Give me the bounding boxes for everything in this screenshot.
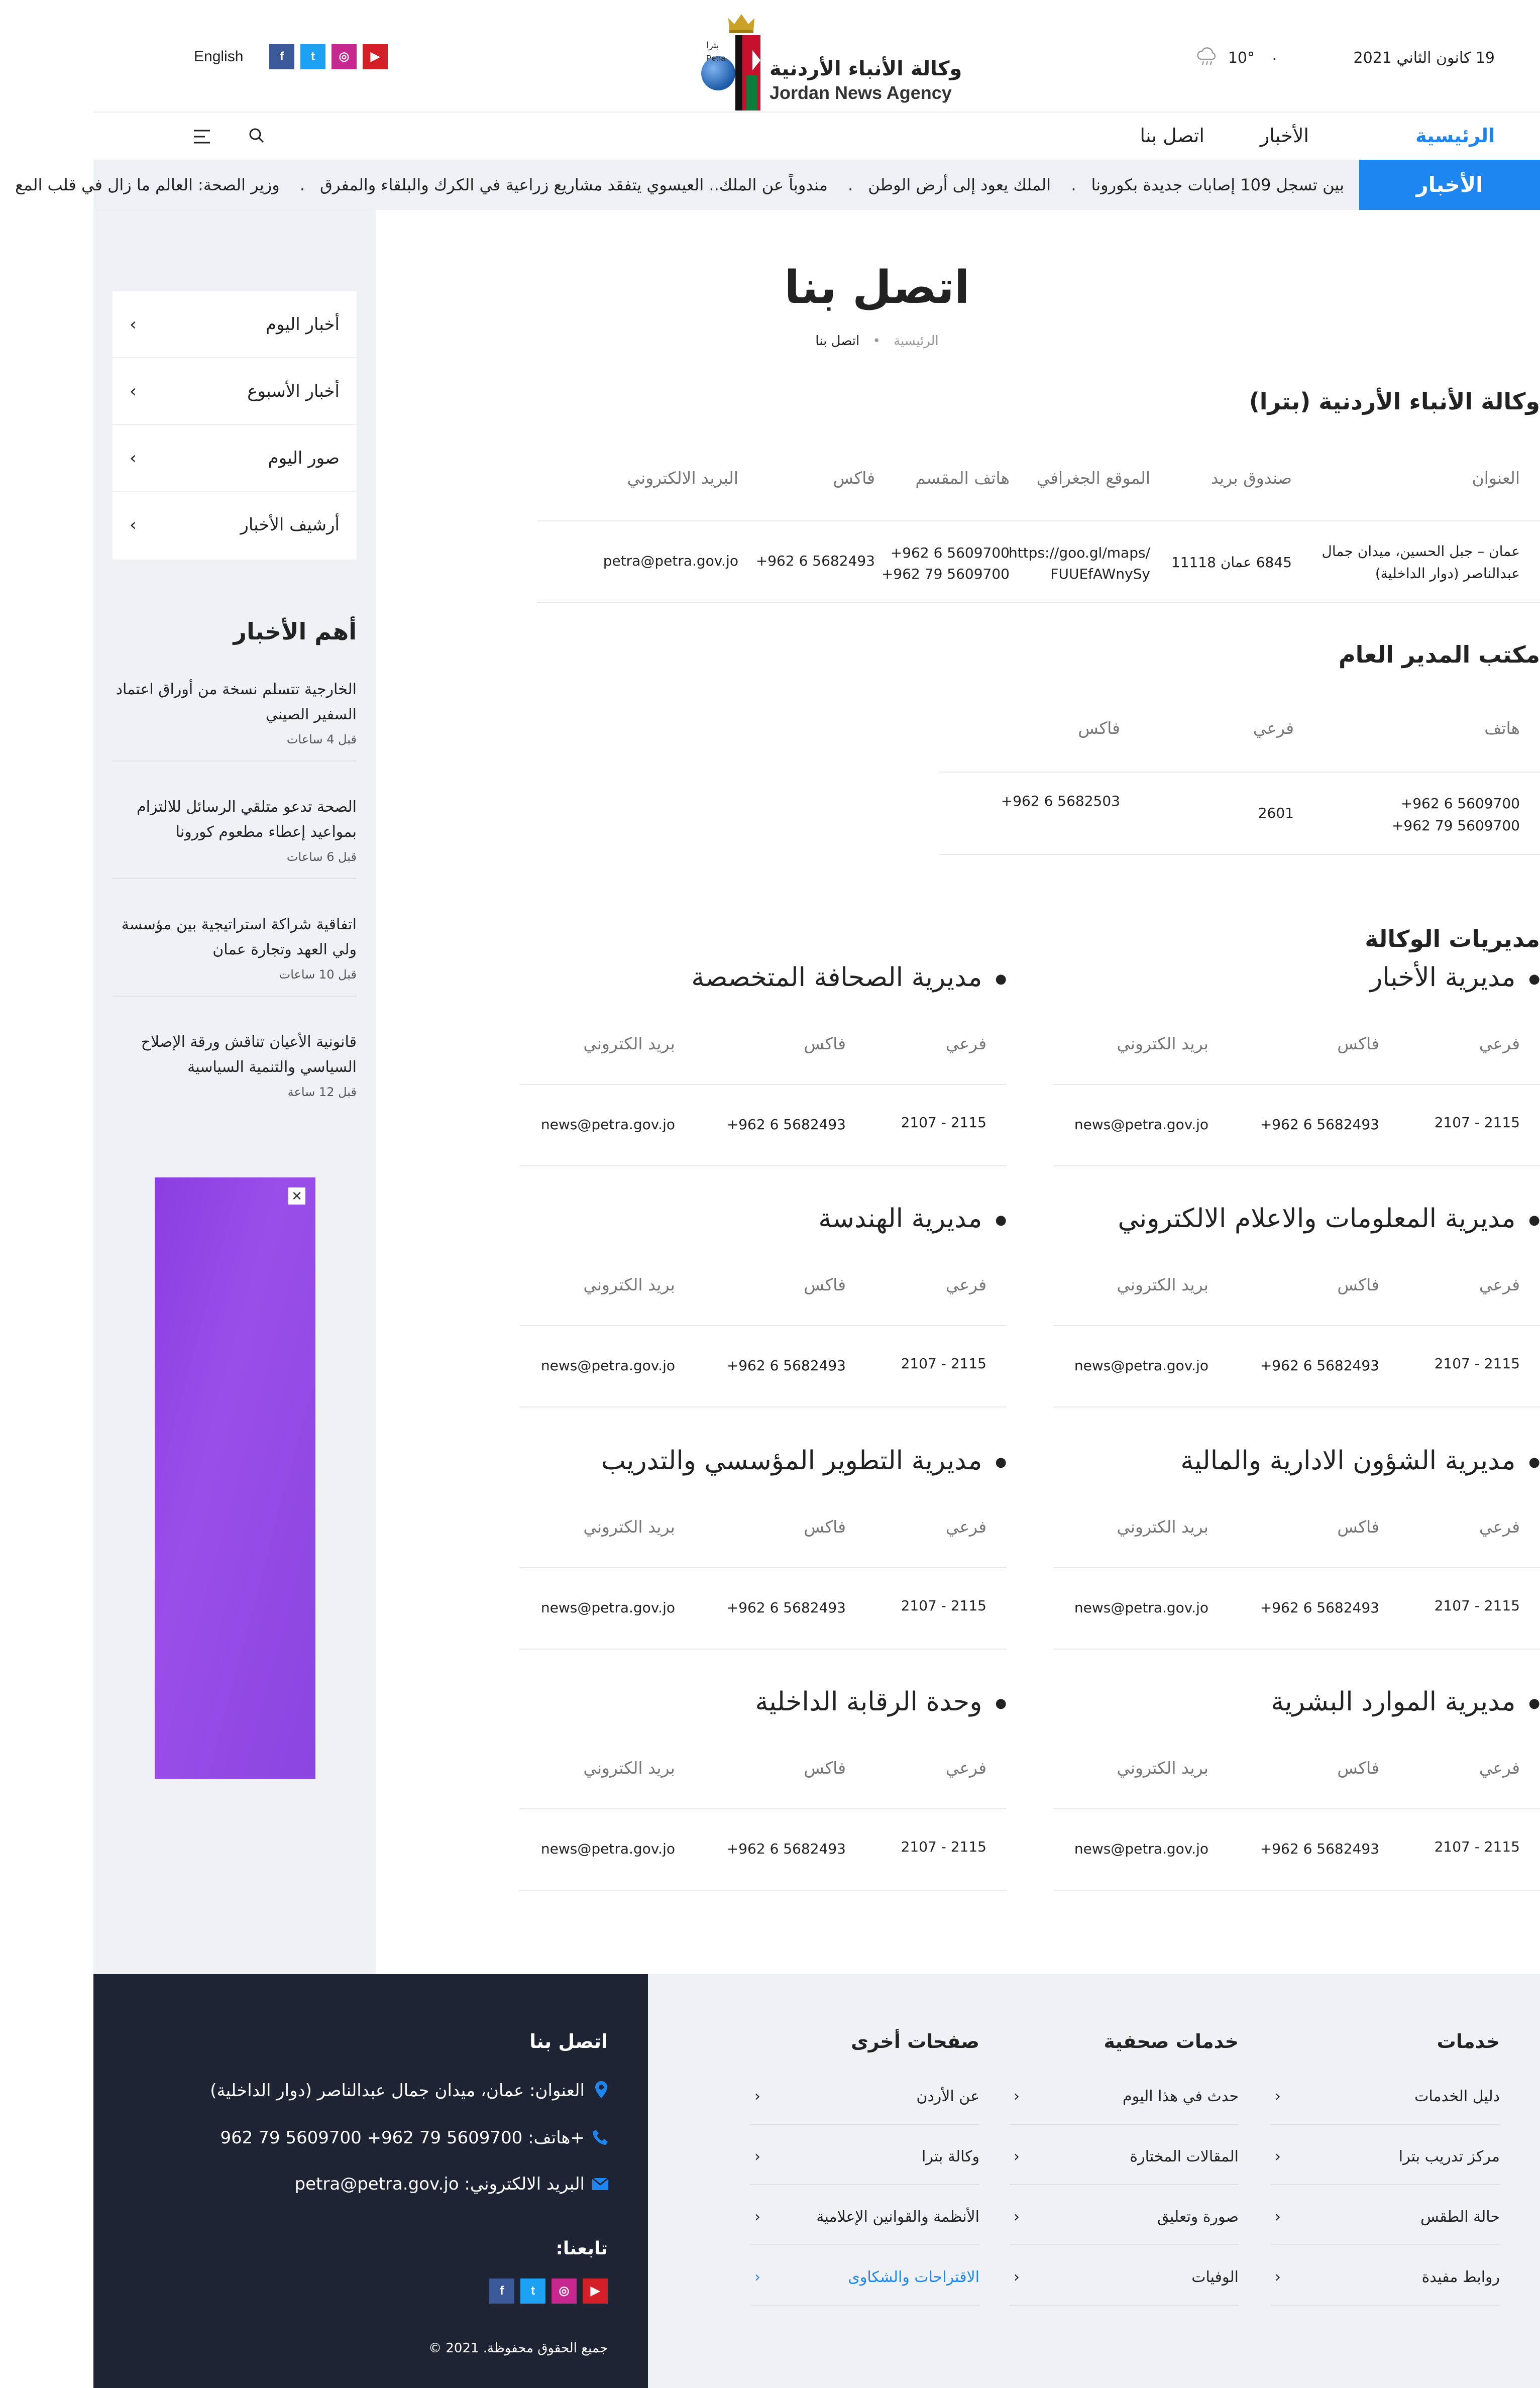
fax-cell: +962 6 5682493 [726,1599,846,1616]
col-header: فاكس [833,468,875,488]
category-photos[interactable] [113,425,357,492]
top-news-headline[interactable]: الخارجية تتسلم نسخة من أوراق اعتماد السفير الصيني [116,681,357,723]
follow-title: تابعنا: [556,2238,608,2259]
email-cell[interactable]: petra@petra.gov.jo [603,553,738,569]
directorate-label: مديرية الصحافة المتخصصة [691,962,982,993]
footer-link[interactable]: عن الأردن [916,2088,979,2105]
breadcrumb [376,334,1378,349]
footer-column-title: صفحات أخرى [850,2030,979,2052]
directorate-name [755,1687,1007,1717]
col-header: فاكس [1337,1034,1379,1053]
fax-cell: +962 6 5682493 [726,1116,846,1133]
twitter-icon[interactable]: t [300,44,325,69]
email-cell[interactable]: news@petra.gov.jo [540,1357,675,1374]
col-header: فاكس [804,1034,846,1053]
category-label: أخبار الأسبوع [247,381,340,401]
col-header: فرعي [1479,1758,1520,1778]
chevron-left-icon: ‹ [1014,2208,1020,2226]
phone-icon [592,2129,609,2150]
advertisement-banner[interactable] [155,1177,315,1779]
divider [537,602,1540,603]
director-title: مكتب المدير العام [1338,641,1540,668]
nav-home[interactable]: الرئيسية [1415,125,1495,147]
top-news-time: قبل 6 ساعات [286,850,357,864]
chevron-left-icon: ‹ [1275,2148,1281,2165]
top-news-headline[interactable]: قانونية الأعيان تناقش ورقة الإصلاح السياسي والتنمية السياسية [141,1033,357,1076]
ticker-item[interactable]: بين تسجل 109 إصابات جديدة بكورونا [1091,175,1344,194]
col-header: صندوق بريد [1211,468,1292,488]
divider [1271,2184,1500,2185]
map-link[interactable] [1009,542,1150,585]
ticker-items: بين تسجل 109 إصابات جديدة بكورونا. الملك يعود إلى أرض الوطن. مندوباً عن الملك.. العيسوي يتفقد مشاريع زراعية في الكرك والبلقاء والمفرق. وزير الصحة: العالم ما زال في قلب المع [15,175,1344,194]
top-news-time: قبل 12 ساعة [287,1085,357,1099]
footer-link[interactable]: المقالات المختارة [1130,2148,1239,2165]
divider [750,2184,979,2185]
footer-link[interactable]: صورة وتعليق [1157,2208,1239,2226]
phone-line: +962 79 5609700 [881,566,1010,582]
divider [1053,1890,1540,1891]
ticker-label: الأخبار [1359,160,1540,210]
address-line: عبدالناصر (دوار الداخلية) [1375,565,1520,582]
col-header: فرعي [945,1758,986,1778]
instagram-icon[interactable]: ◎ [332,44,357,69]
footer-link[interactable]: وكالة بترا [922,2148,979,2165]
divider [1010,2305,1239,2306]
page-title: اتصل بنا [784,261,970,314]
ext-cell: 2107 - 2115 [901,1597,986,1614]
category-label: أرشيف الأخبار [240,515,340,535]
col-header: فاكس [1078,718,1120,738]
email-cell[interactable]: news@petra.gov.jo [540,1599,675,1616]
bullet: ● [1528,1455,1540,1470]
divider [519,1165,1007,1166]
divider [939,772,1540,773]
ext-cell: 2107 - 2115 [1434,1597,1520,1614]
category-list [113,291,357,560]
category-archive[interactable] [113,492,357,559]
divider [113,996,357,997]
director-ext: 2601 [1258,805,1294,821]
col-header: فاكس [804,1275,846,1294]
category-label: صور اليوم [268,448,340,468]
separator-dot: . [1272,46,1277,64]
chevron-left-icon: › [130,448,137,468]
directorate-label: مديرية الهندسة [818,1204,982,1234]
phone-line: +962 6 5609700 [1400,795,1520,812]
footer-column-title: خدمات [1437,2030,1500,2052]
top-news-headline[interactable]: اتفاقية شراكة استراتيجية بين مؤسسة ولي العهد وتجارة عمان [121,916,357,958]
fax-cell: +962 6 5682493 [1260,1840,1379,1857]
search-icon[interactable] [247,126,267,148]
footer-link[interactable]: روابط مفيدة [1421,2268,1500,2286]
directorate-label: وحدة الرقابة الداخلية [755,1687,982,1717]
col-header: فاكس [804,1758,846,1778]
news-ticker [15,160,1540,210]
divider [1053,1808,1540,1809]
youtube-icon[interactable]: ▶ [363,44,388,69]
col-header: هاتف المقسم [915,468,1010,488]
chevron-left-icon: › [130,515,137,535]
nav-contact[interactable]: اتصل بنا [1140,125,1204,147]
col-header: فرعي [1479,1517,1520,1537]
footer-phone: هاتف: 5609700 79 962+ 5609700 79 962+ [220,2128,585,2148]
bullet: ● [995,1213,1007,1228]
chevron-left-icon: ‹ [1275,2268,1281,2286]
divider [519,1325,1007,1326]
chevron-left-icon: ‹ [1014,2268,1020,2286]
temperature: 10° [1228,49,1255,67]
divider [537,520,1540,521]
divider [113,878,357,879]
ticker-item[interactable]: مندوباً عن الملك.. العيسوي يتفقد مشاريع زراعية في الكرك والبلقاء والمفرق [319,175,828,194]
divider [1053,1649,1540,1650]
chevron-left-icon: ‹ [754,2268,760,2286]
address-line: عمان – جبل الحسين، ميدان جمال [1322,543,1520,560]
youtube-icon[interactable]: ▶ [583,2278,608,2304]
footer-link[interactable]: الوفيات [1191,2268,1239,2286]
directorate-name [1271,1687,1540,1717]
email-cell[interactable]: news@petra.gov.jo [1074,1599,1208,1616]
logo-title-en: Jordan News Agency [769,82,952,103]
language-switch[interactable]: English [194,48,244,65]
chevron-left-icon: ‹ [1275,2208,1281,2226]
col-header: فاكس [1337,1275,1379,1294]
email-cell[interactable]: news@petra.gov.jo [1074,1840,1208,1857]
header-date: 19 كانون الثاني 2021 [1353,49,1495,67]
chevron-left-icon: ‹ [1014,2088,1020,2105]
director-fax: +962 6 5682503 [1001,793,1120,809]
top-news-item[interactable] [113,677,357,746]
email-cell[interactable]: news@petra.gov.jo [1074,1116,1208,1133]
category-week[interactable] [113,358,357,425]
directorates-title: مديريات الوكالة [1365,925,1540,952]
divider [1010,2244,1239,2245]
footer-link[interactable]: حالة الطقس [1420,2208,1500,2226]
directorate-name [1180,1446,1540,1476]
directorate-label: مديرية التطوير المؤسسي والتدريب [601,1446,982,1476]
footer-link[interactable]: مركز تدريب بترا [1398,2148,1500,2165]
divider [519,1406,1007,1407]
top-news-item[interactable] [113,1030,357,1099]
directorate-name [1118,1204,1540,1234]
close-icon[interactable]: ✕ [288,1187,305,1205]
bullet: ● [995,1455,1007,1470]
col-header: فاكس [804,1517,846,1537]
mail-icon [592,2177,609,2195]
facebook-icon[interactable]: f [489,2278,514,2304]
fax-cell: +962 6 5682493 [755,553,875,569]
col-header: فاكس [1337,1758,1379,1778]
fax-cell: +962 6 5682493 [1260,1357,1379,1374]
director-phone [1392,793,1520,837]
chevron-left-icon: › [130,381,137,401]
main-content [376,210,1540,1974]
footer-link[interactable]: حدث في هذا اليوم [1123,2088,1239,2105]
divider [519,1084,1007,1085]
divider [519,1890,1007,1891]
facebook-icon[interactable]: f [269,44,294,69]
divider [750,2305,979,2306]
ext-cell: 2107 - 2115 [1434,1838,1520,1855]
logo-title-ar: وكالة الأنباء الأردنية [769,57,962,80]
email-cell[interactable]: news@petra.gov.jo [540,1840,675,1857]
chevron-left-icon: ‹ [754,2208,760,2226]
bullet: ● [1528,971,1540,987]
divider [1271,2124,1500,2125]
sidebar [93,210,376,1974]
ext-cell: 2107 - 2115 [901,1838,986,1855]
logo-small-ar: بترا [706,40,719,51]
footer-link[interactable]: الأنظمة والقوانين الإعلامية [816,2208,979,2226]
site-header [93,0,1540,113]
chevron-left-icon: ‹ [1014,2148,1020,2165]
col-header: البريد الالكتروني [627,468,738,488]
top-news-item[interactable] [113,795,357,864]
col-header: هاتف [1484,718,1520,738]
footer-links [648,1974,1540,2388]
directorate-label: مديرية الشؤون الادارية والمالية [1180,1446,1516,1476]
chevron-left-icon: ‹ [754,2088,760,2105]
col-header: فرعي [1253,718,1294,738]
footer-address: العنوان: عمان، ميدان جمال عبدالناصر (دوار الداخلية) [210,2081,585,2101]
col-header: بريد الكتروني [583,1034,675,1053]
divider [939,854,1540,855]
flag-emblem-icon [734,35,764,111]
twitter-icon[interactable]: t [520,2278,545,2304]
nav-news[interactable]: الأخبار [1260,125,1309,147]
footer-social [489,2278,608,2304]
col-header: بريد الكتروني [1117,1517,1208,1537]
fax-cell: +962 6 5682493 [1260,1116,1379,1133]
chevron-left-icon: › [130,314,137,335]
col-header: فاكس [1337,1517,1379,1537]
col-header: فرعي [1479,1275,1520,1294]
ext-cell: 2107 - 2115 [1434,1114,1520,1131]
copyright: جميع الحقوق محفوظة. 2021 © [428,2341,608,2356]
category-label: أخبار اليوم [266,314,340,335]
col-header: فرعي [1479,1034,1520,1053]
logo[interactable] [701,11,962,106]
bullet: ● [1528,1696,1540,1711]
cloud-rain-icon [1195,46,1219,66]
col-header: فرعي [945,1034,986,1053]
ext-cell: 2107 - 2115 [1434,1355,1520,1372]
address-cell [1322,540,1520,585]
map-link-line[interactable]: FUUEfAWnySy [1050,566,1150,582]
breadcrumb-separator: • [872,334,881,349]
phone-line: +962 79 5609700 [1391,817,1520,834]
col-header: بريد الكتروني [1117,1275,1208,1294]
map-link-line[interactable]: https://goo.gl/maps/ [1008,545,1150,561]
divider [1053,1165,1540,1166]
divider [750,2244,979,2245]
directorate-label: مديرية الموارد البشرية [1271,1687,1516,1717]
divider [1053,1084,1540,1085]
col-header: الموقع الجغرافي [1036,468,1150,488]
header-social [269,44,388,69]
directorate-name [818,1204,1007,1234]
col-header: بريد الكتروني [1117,1034,1208,1053]
bullet: ● [1528,1213,1540,1228]
divider [519,1808,1007,1809]
footer-link[interactable]: الاقتراحات والشكاوى [848,2268,979,2286]
footer-contact-title: اتصل بنا [529,2030,608,2052]
col-header: العنوان [1472,468,1520,488]
ticker-item[interactable]: الملك يعود إلى أرض الوطن [868,175,1051,194]
pobox-cell: 6845 عمان 11118 [1171,554,1292,571]
divider [1271,2305,1500,2306]
menu-icon[interactable] [192,128,212,148]
divider [1010,2184,1239,2185]
instagram-icon[interactable]: ◎ [552,2278,577,2304]
divider [1053,1406,1540,1407]
directorate-name [691,962,1007,993]
bullet: ● [995,971,1007,987]
fax-cell: +962 6 5682493 [726,1357,846,1374]
chevron-left-icon: ‹ [754,2148,760,2165]
col-header: بريد الكتروني [1117,1758,1208,1778]
divider [1010,2124,1239,2125]
divider [1053,1567,1540,1568]
crown-icon [736,11,756,31]
col-header: بريد الكتروني [583,1517,675,1537]
footer-link[interactable]: دليل الخدمات [1414,2088,1500,2105]
col-header: فرعي [945,1517,986,1537]
ext-cell: 2107 - 2115 [901,1355,986,1372]
directorate-name [1370,962,1540,993]
top-news-headline[interactable]: الصحة تدعو متلقي الرسائل للالتزام بمواعيد إعطاء مطعوم كورونا [137,798,357,841]
footer-column-title: خدمات صحفية [1104,2030,1239,2052]
divider [519,1649,1007,1650]
top-news-time: قبل 4 ساعات [286,732,357,746]
ext-cell: 2107 - 2115 [901,1114,986,1131]
directorate-label: مديرية المعلومات والاعلام الالكتروني [1118,1204,1516,1234]
directorate-label: مديرية الأخبار [1370,962,1516,993]
logo-small-en: Petra [706,54,726,63]
switchboard-phone [882,542,1010,585]
col-header: بريد الكتروني [583,1275,675,1294]
category-today[interactable] [113,291,357,358]
chevron-left-icon: ‹ [1275,2088,1281,2105]
divider [1053,1325,1540,1326]
breadcrumb-home[interactable]: الرئيسية [894,334,939,349]
bullet: ● [995,1696,1007,1711]
email-cell[interactable]: news@petra.gov.jo [540,1116,675,1133]
divider [113,761,357,762]
divider [750,2124,979,2125]
phone-line: +962 6 5609700 [890,545,1010,561]
breadcrumb-current: اتصل بنا [815,334,860,349]
directorate-name [601,1446,1007,1476]
location-pin-icon [595,2081,608,2103]
ticker-item[interactable]: وزير الصحة: العالم ما زال في قلب المع [15,175,280,194]
top-news-item[interactable] [113,912,357,982]
col-header: فرعي [945,1275,986,1294]
divider [519,1567,1007,1568]
col-header: بريد الكتروني [583,1758,675,1778]
fax-cell: +962 6 5682493 [726,1840,846,1857]
top-news-title: أهم الأخبار [233,618,357,645]
fax-cell: +962 6 5682493 [1260,1599,1379,1616]
email-cell[interactable]: news@petra.gov.jo [1074,1357,1208,1374]
main-nav [93,113,1540,160]
top-news-time: قبل 10 ساعات [279,967,357,982]
footer-email[interactable]: البريد الالكتروني: petra@petra.gov.jo [294,2174,585,2194]
agency-title: وكالة الأنباء الأردنية (بترا) [1249,388,1540,415]
footer-contact [93,1974,648,2388]
divider [1271,2244,1500,2245]
